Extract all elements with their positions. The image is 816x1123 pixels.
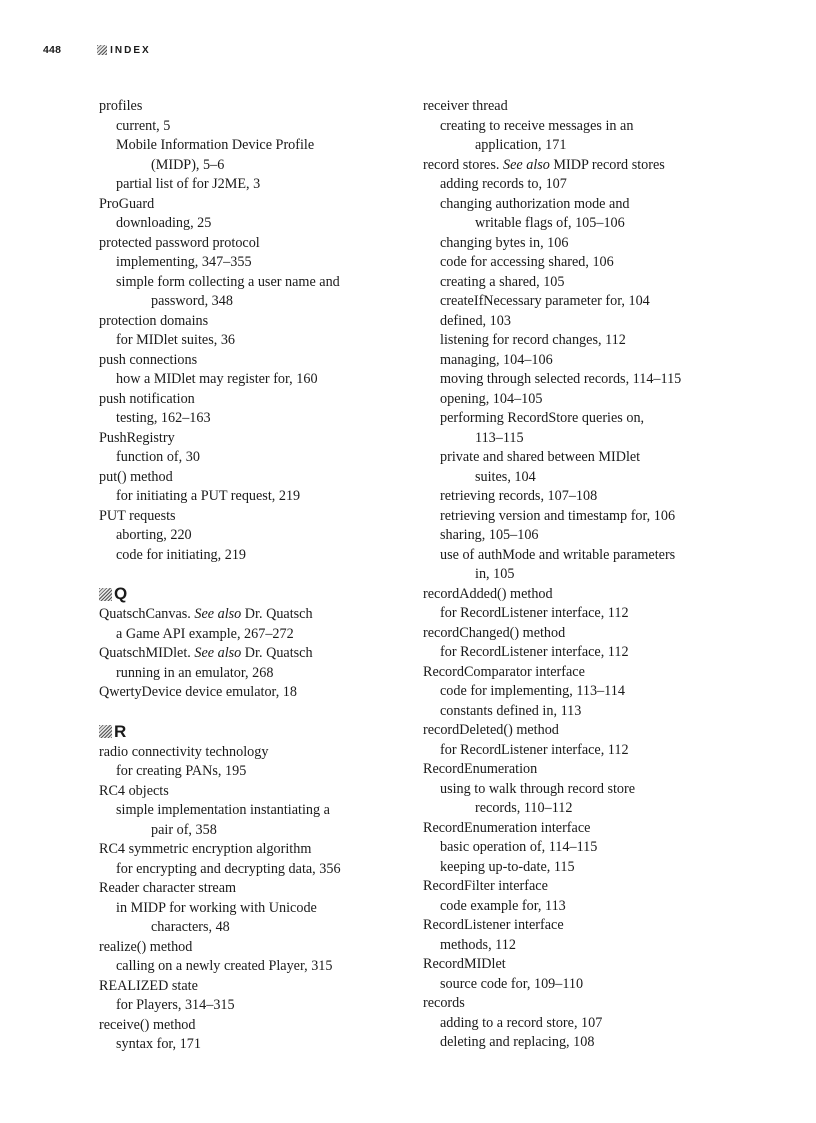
index-subentry [99, 370, 409, 390]
index-entry [99, 234, 409, 254]
see-also: See also [194, 606, 242, 622]
cross-reference: MIDP record stores [549, 156, 665, 173]
entry-text: for RecordListener interface, 112 [440, 605, 629, 621]
entry-continuation: application, 171 [475, 137, 567, 153]
index-subentry [423, 507, 753, 527]
index-subentry [423, 526, 753, 546]
entry-text: receive() method [99, 1016, 196, 1033]
entry-text: QwertyDevice device emulator, 18 [99, 684, 297, 700]
index-subentry [99, 117, 409, 137]
index-subentry [99, 175, 409, 195]
entry-text: simple implementation instantiating a [116, 802, 330, 818]
entry-text: calling on a newly created Player, 315 [116, 958, 333, 974]
entry-text: partial list of for J2ME, 3 [116, 176, 261, 192]
index-subentry [99, 664, 409, 684]
index-subentry [99, 136, 409, 175]
index-subentry [99, 762, 409, 782]
index-subentry [99, 487, 409, 507]
index-subentry [99, 526, 409, 546]
entry-text: retrieving records, 107–108 [440, 488, 598, 504]
entry-text: RecordEnumeration [423, 761, 538, 777]
index-subentry [423, 702, 753, 722]
index-entry [99, 879, 409, 899]
index-subentry [423, 370, 753, 390]
entries-r [99, 743, 409, 1055]
index-subentry [423, 936, 753, 956]
entry-text: code for initiating, 219 [116, 546, 247, 563]
index-subentry [423, 838, 753, 858]
entries-p [99, 97, 409, 565]
index-entry [423, 585, 753, 605]
entry-text: sharing, 105–106 [440, 527, 539, 543]
entry-text: receiver thread [423, 98, 508, 114]
entry-text: for MIDlet suites, 36 [116, 332, 236, 348]
entry-text: defined, 103 [440, 312, 511, 329]
index-subentry [423, 390, 753, 410]
entry-text: createIfNecessary parameter for, 104 [440, 293, 650, 309]
entry-continuation: 113–115 [475, 429, 524, 446]
entry-text: changing bytes in, 106 [440, 234, 569, 251]
index-entry [99, 840, 409, 860]
index-subentry [99, 996, 409, 1016]
entry-text: keeping up-to-date, 115 [440, 858, 575, 875]
index-subentry [423, 253, 753, 273]
entry-text: put() method [99, 468, 173, 485]
letter-heading-r [99, 721, 409, 743]
entry-text: QuatschMIDlet. [99, 645, 195, 661]
entry-text: in MIDP for working with Unicode [116, 899, 317, 916]
index-entry [99, 312, 409, 332]
entry-text: code for implementing, 113–114 [440, 683, 625, 699]
hatched-square-icon [99, 588, 112, 601]
index-subentry [99, 448, 409, 468]
entry-text: RecordFilter interface [423, 878, 548, 894]
index-entry [423, 916, 753, 936]
entry-continuation: (MIDP), 5–6 [151, 156, 225, 173]
entry-text: for creating PANs, 195 [116, 763, 247, 779]
index-entry [99, 782, 409, 802]
index-subentry [423, 682, 753, 702]
entry-text: basic operation of, 114–115 [440, 839, 598, 855]
index-subentry [99, 957, 409, 977]
index-subentry [423, 1033, 753, 1053]
entry-text: use of authMode and writable parameters [440, 546, 676, 563]
index-entry [423, 819, 753, 839]
entry-text: how a MIDlet may register for, 160 [116, 371, 318, 387]
cross-reference: Dr. Quatsch [241, 606, 313, 622]
index-subentry [423, 312, 753, 332]
index-subentry [99, 331, 409, 351]
entry-text: moving through selected records, 114–115 [440, 371, 682, 387]
index-subentry [423, 897, 753, 917]
entry-text: downloading, 25 [116, 215, 212, 231]
entry-text: REALIZED state [99, 977, 198, 994]
index-entry [423, 955, 753, 975]
index-column-left [99, 97, 409, 1055]
index-entry [99, 977, 409, 997]
index-subentry [423, 604, 753, 624]
index-subentry [423, 643, 753, 663]
index-entry [423, 97, 753, 117]
entry-text: profiles [99, 98, 143, 114]
entry-text: running in an emulator, 268 [116, 664, 274, 681]
index-subentry [423, 858, 753, 878]
index-subentry [423, 780, 753, 819]
entry-text: changing authorization mode and [440, 195, 630, 212]
entry-text: listening for record changes, 112 [440, 332, 626, 348]
entry-text: managing, 104–106 [440, 351, 553, 368]
index-subentry [99, 409, 409, 429]
section-title: INDEX [110, 44, 151, 56]
entry-text: Reader character stream [99, 880, 237, 896]
entry-text: for RecordListener interface, 112 [440, 741, 629, 758]
entry-continuation: writable flags of, 105–106 [475, 215, 625, 231]
entry-text: using to walk through record store [440, 780, 636, 797]
index-entry [99, 97, 409, 117]
entry-text: Mobile Information Device Profile [116, 137, 315, 153]
entry-text: realize() method [99, 938, 193, 955]
index-subentry [423, 273, 753, 293]
entry-text: PUT requests [99, 507, 176, 524]
entry-text: push notification [99, 390, 195, 407]
entry-text: current, 5 [116, 117, 171, 134]
index-entry [423, 156, 753, 176]
entry-continuation: password, 348 [151, 293, 233, 309]
index-entry [99, 1016, 409, 1036]
index-entry [423, 663, 753, 683]
index-subentry [423, 1014, 753, 1034]
entry-text: recordChanged() method [423, 624, 566, 641]
index-subentry [423, 175, 753, 195]
index-subentry [99, 1035, 409, 1055]
entry-text: RecordListener interface [423, 917, 564, 933]
page-header [43, 43, 151, 57]
index-entry [99, 683, 409, 703]
entry-text: adding to a record store, 107 [440, 1014, 603, 1031]
index-entry [423, 721, 753, 741]
index-subentry [423, 117, 753, 156]
entry-text: performing RecordStore queries on, [440, 410, 645, 426]
entry-text: protected password protocol [99, 234, 260, 251]
entry-continuation: suites, 104 [475, 468, 536, 485]
entry-text: RecordComparator interface [423, 663, 585, 680]
index-entry [99, 605, 409, 625]
hatched-square-icon [99, 725, 112, 738]
entry-text: adding records to, 107 [440, 176, 567, 192]
entry-text: for initiating a PUT request, 219 [116, 488, 301, 504]
index-column-right [423, 97, 753, 1053]
index-subentry [423, 448, 753, 487]
entry-text: radio connectivity technology [99, 743, 269, 760]
entry-text: source code for, 109–110 [440, 975, 584, 992]
see-also: See also [502, 156, 550, 173]
index-subentry [423, 975, 753, 995]
entry-continuation: in, 105 [475, 566, 515, 582]
entry-text: RecordMIDlet [423, 956, 506, 972]
index-entry [423, 624, 753, 644]
index-subentry [423, 409, 753, 448]
index-subentry [423, 195, 753, 234]
hatched-square-icon [97, 45, 107, 55]
entry-text: records [423, 995, 465, 1011]
entry-text: retrieving version and timestamp for, 106 [440, 507, 676, 524]
entry-text: implementing, 347–355 [116, 254, 252, 270]
entry-text: for Players, 314–315 [116, 997, 235, 1013]
entry-text: simple form collecting a user name and [116, 273, 340, 290]
entry-text: for encrypting and decrypting data, 356 [116, 860, 341, 877]
index-entry [99, 468, 409, 488]
index-subentry [423, 487, 753, 507]
page-number: 448 [43, 44, 62, 56]
cross-reference: Dr. Quatsch [241, 645, 313, 661]
entry-text: function of, 30 [116, 449, 200, 465]
index-subentry [99, 273, 409, 312]
entry-text: testing, 162–163 [116, 410, 211, 426]
index-entry [423, 877, 753, 897]
index-entry [99, 195, 409, 215]
entry-continuation: pair of, 358 [151, 821, 217, 838]
letter-heading-q [99, 583, 409, 605]
index-subentry [423, 331, 753, 351]
entry-text: private and shared between MIDlet [440, 449, 641, 465]
entry-text: RC4 symmetric encryption algorithm [99, 841, 312, 857]
entry-text: record stores. [423, 156, 503, 173]
entry-continuation: records, 110–112 [475, 800, 573, 816]
entry-text: push connections [99, 351, 198, 368]
entry-text: aborting, 220 [116, 527, 192, 543]
entry-text: RC4 objects [99, 782, 169, 799]
running-head [97, 45, 151, 56]
entry-text: constants defined in, 113 [440, 702, 582, 719]
index-subentry [99, 801, 409, 840]
index-entry [99, 644, 409, 664]
entry-text: code for accessing shared, 106 [440, 254, 614, 270]
index-subentry [99, 546, 409, 566]
letter-q: Q [114, 584, 128, 604]
index-subentry [423, 292, 753, 312]
entry-text: code example for, 113 [440, 897, 566, 914]
index-entry [99, 507, 409, 527]
entry-text: creating to receive messages in an [440, 117, 634, 134]
see-also: See also [194, 645, 242, 661]
index-subentry [423, 546, 753, 585]
entries-q [99, 605, 409, 703]
index-subentry [99, 860, 409, 880]
index-entry [99, 938, 409, 958]
entry-text: recordDeleted() method [423, 722, 559, 738]
entry-text: creating a shared, 105 [440, 273, 565, 290]
entry-text: opening, 104–105 [440, 390, 543, 407]
entry-text: protection domains [99, 312, 209, 329]
index-subentry [423, 351, 753, 371]
entry-text: QuatschCanvas. [99, 606, 195, 622]
index-entry [99, 743, 409, 763]
entry-text: syntax for, 171 [116, 1036, 201, 1052]
entry-text: recordAdded() method [423, 585, 553, 602]
entry-text: PushRegistry [99, 429, 175, 446]
index-subentry [423, 234, 753, 254]
entry-text: deleting and replacing, 108 [440, 1034, 595, 1050]
index-subentry [99, 253, 409, 273]
index-subentry [99, 625, 409, 645]
entry-text: ProGuard [99, 195, 155, 212]
entry-text: a Game API example, 267–272 [116, 625, 294, 642]
index-subentry [99, 214, 409, 234]
index-subentry [423, 741, 753, 761]
index-entry [99, 429, 409, 449]
index-entry [423, 994, 753, 1014]
entry-text: RecordEnumeration interface [423, 819, 591, 836]
entry-text: for RecordListener interface, 112 [440, 644, 629, 660]
index-entry [99, 351, 409, 371]
entry-text: methods, 112 [440, 936, 516, 953]
index-entry [99, 390, 409, 410]
entry-continuation: characters, 48 [151, 919, 230, 935]
index-subentry [99, 899, 409, 938]
entries-r-continued [423, 97, 753, 1053]
index-entry [423, 760, 753, 780]
letter-r: R [114, 721, 127, 741]
